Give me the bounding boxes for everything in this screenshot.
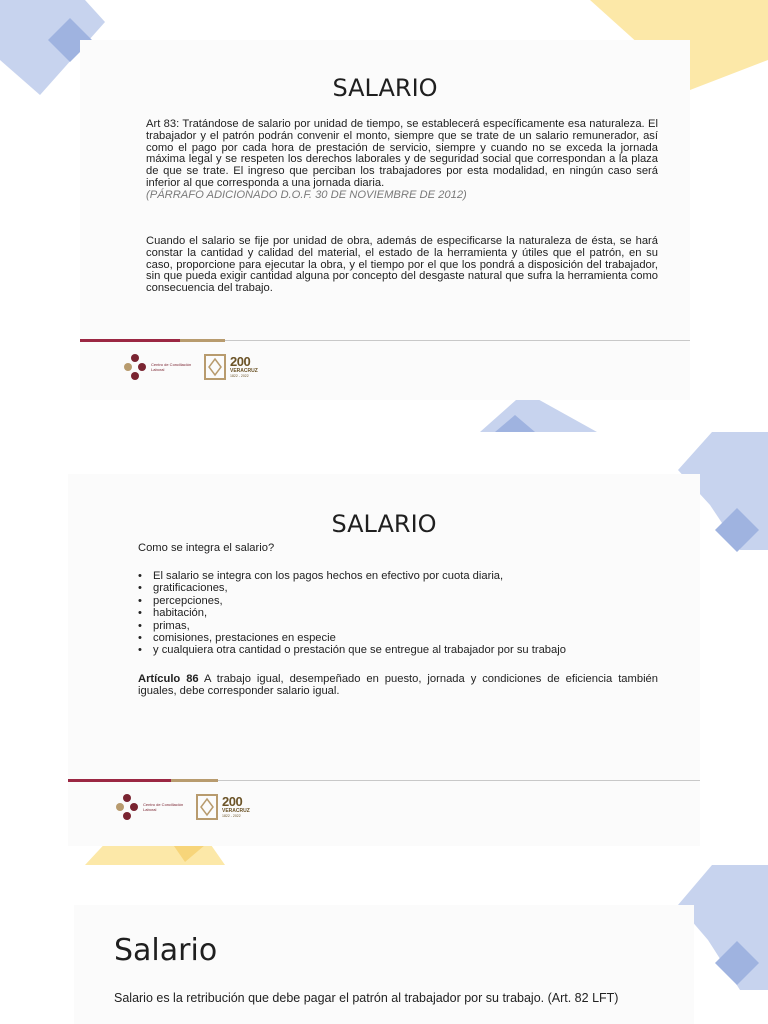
- slide-3-title: Salario: [114, 933, 218, 968]
- bicentennial-emblem-icon: [203, 353, 227, 381]
- slide-1-paragraph-2: Cuando el salario se fije por unidad de obra, además de especificarse la naturaleza de ésta, se hará constar la cantidad y calidad del material, el estado de la herramienta y útiles que el patrón, en su caso, proporcione para ejecutar la obra, y el tiempo por el que los pondrá a disposición del trabajador, sin que pueda exigir cantidad alguna por concepto del desgaste natural que sufra la herramienta como consecuencia del trabajo.: [146, 235, 658, 295]
- bicentennial-state: VERACRUZ: [230, 368, 258, 374]
- bullet-item: • percepciones,: [138, 595, 658, 607]
- dof-note: (PÁRRAFO ADICIONADO D.O.F. 30 DE NOVIEMBRE DE 2012): [146, 188, 467, 201]
- slide-2-title: SALARIO: [331, 510, 437, 538]
- slide-2-bullet-list: [138, 570, 658, 657]
- bicentennial-state: VERACRUZ: [222, 808, 250, 814]
- bicentennial-logo: [195, 793, 250, 821]
- bicentennial-years: 1822 - 2022: [222, 814, 241, 818]
- bicentennial-number: 200: [222, 794, 243, 809]
- slide-1-rule-maroon: [80, 339, 180, 342]
- article-83-text: Art 83: Tratándose de salario por unidad de tiempo, se establecerá específicamente esa naturaleza. El trabajador y el patrón podrán convenir el monto, siempre que se trate de un salario remunerador, así como el pago por cada hora de prestación de servicio, siempre y cuando no se exceda la jornada máxima legal y se respeten los derechos laborales y de seguridad social que correspondan a la plaza de que se trate. El ingreso que perciban los trabajadores por esta modalidad, en ningún caso será inferior al que corresponda a una jornada diaria.: [146, 118, 658, 189]
- slide-1-paragraph-1: [146, 119, 658, 202]
- bicentennial-emblem-icon: [195, 793, 219, 821]
- slide-2: [68, 474, 700, 846]
- conciliation-center-logo: [122, 352, 193, 382]
- slide-2-footer-logos: [114, 792, 250, 822]
- conciliation-center-logo: [114, 792, 185, 822]
- slide-3-text: Salario es la retribución que debe pagar el patrón al trabajador por su trabajo. (Art. 82 LFT): [114, 991, 619, 1005]
- conciliation-emblem-icon: [122, 352, 148, 382]
- conciliation-emblem-icon: [114, 792, 140, 822]
- slide-2-rule-maroon: [68, 779, 171, 782]
- slide-3: [74, 905, 694, 1024]
- conciliation-center-name: Centro de Conciliación Laboral: [151, 362, 192, 372]
- slide-1: [80, 40, 690, 400]
- bicentennial-years: 1822 - 2022: [230, 374, 249, 378]
- slide-1-rule-gray: [225, 340, 690, 341]
- bullet-item: • El salario se integra con los pagos hechos en efectivo por cuota diaria,: [138, 570, 658, 582]
- article-86-label: Artículo 86: [138, 673, 199, 685]
- slide-2-rule-gold: [171, 779, 218, 782]
- slide-1-title: SALARIO: [332, 74, 438, 102]
- bicentennial-number: 200: [230, 354, 251, 369]
- bullet-item: • primas,: [138, 620, 658, 632]
- bullet-item: • comisiones, prestaciones en especie: [138, 632, 658, 644]
- slide-1-footer-logos: [122, 352, 258, 382]
- article-86-text: A trabajo igual, desempeñado en puesto, jornada y condiciones de eficiencia también iguales, debe corresponder salario igual.: [138, 673, 658, 697]
- conciliation-center-name: Centro de Conciliación Laboral: [143, 802, 184, 812]
- bicentennial-logo: [203, 353, 258, 381]
- article-86-paragraph: [138, 674, 658, 698]
- bullet-item: • gratificaciones,: [138, 582, 658, 594]
- slide-2-question: Como se integra el salario?: [138, 542, 275, 554]
- bullet-item: • habitación,: [138, 607, 658, 619]
- slide-1-rule-gold: [180, 339, 225, 342]
- bullet-item: • y cualquiera otra cantidad o prestación que se entregue al trabajador por su trabajo: [138, 644, 658, 656]
- slide-2-rule-gray: [218, 780, 700, 781]
